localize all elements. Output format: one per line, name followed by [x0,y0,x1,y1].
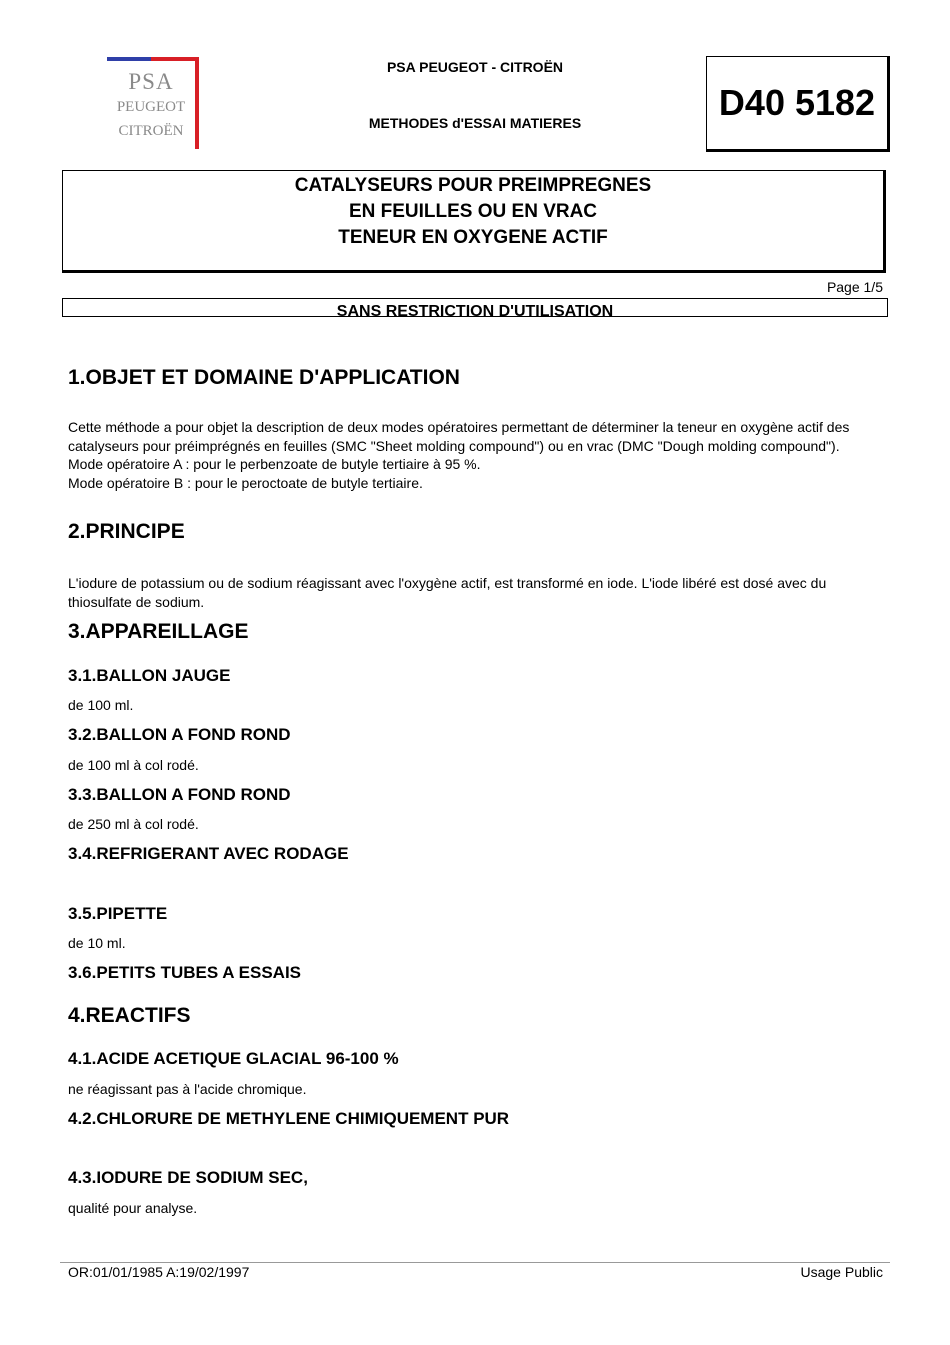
mode-a-text: Mode opératoire A : pour le perbenzoate de butyle tertiaire à 95 %. [68,456,481,472]
psa-logo [107,57,199,149]
logo-peugeot-text: PEUGEOT [116,99,186,115]
title-line-1: CATALYSEURS POUR PREIMPREGNES [294,175,652,196]
logo-red-bar [195,57,199,149]
section-3-heading: 3.APPAREILLAGE [68,620,249,643]
methods-title: METHODES d'ESSAI MATIERES [368,115,582,131]
section-3-1-text: de 100 ml. [68,697,134,713]
section-3-3-heading: 3.3.BALLON A FOND ROND [68,785,291,804]
logo-psa-text: PSA [128,69,174,94]
section-4-1-heading: 4.1.ACIDE ACETIQUE GLACIAL 96-100 % [68,1049,399,1068]
section-1-text: Cette méthode a pour objet la description de deux modes opératoires permettant de déterminer la teneur en oxygène actif des catalyseurs pour préimprégnés en feuilles (SMC "Sheet molding compound") ou en vrac (DMC "Dough molding compound"). [68,419,850,454]
section-3-2-heading: 3.2.BALLON A FOND ROND [68,725,291,744]
restriction-text: SANS RESTRICTION D'UTILISATION [336,303,614,317]
section-4-heading: 4.REACTIFS [68,1004,191,1027]
section-3-4-heading: 3.4.REFRIGERANT AVEC RODAGE [68,844,349,863]
title-line-2: EN FEUILLES OU EN VRAC [348,201,598,222]
company-name: PSA PEUGEOT - CITROËN [386,59,564,75]
section-3-1-heading: 3.1.BALLON JAUGE [68,666,231,685]
restriction-banner [62,298,888,317]
section-3-6-heading: 3.6.PETITS TUBES A ESSAIS [68,963,302,982]
page-number: Page 1/5 [826,279,883,295]
section-4-3-heading: 4.3.IODURE DE SODIUM SEC, [68,1168,308,1187]
document-number [706,56,890,152]
section-1-paragraph [68,418,883,492]
section-4-2-heading: 4.2.CHLORURE DE METHYLENE CHIMIQUEMENT PUR [68,1109,510,1128]
section-3-5-text: de 10 ml. [68,935,126,951]
logo-citroen-text: CITROËN [118,123,184,139]
section-3-2-text: de 100 ml à col rodé. [68,757,199,773]
document-number-text: D40 5182 [718,82,876,123]
footer-usage: Usage Public [800,1264,883,1280]
section-4-3-text: qualité pour analyse. [68,1200,198,1216]
footer-divider [60,1262,890,1263]
footer-dates: OR:01/01/1985 A:19/02/1997 [68,1264,250,1280]
section-3-3-text: de 250 ml à col rodé. [68,816,199,832]
logo-red-bar-top [151,57,195,61]
title-box [62,170,886,273]
section-2-text: L'iodure de potassium ou de sodium réagissant avec l'oxygène actif, est transformé en iode. L'iode libéré est dosé avec du thiosulfate de sodium. [68,575,827,610]
section-3-5-heading: 3.5.PIPETTE [68,904,168,923]
title-line-3: TENEUR EN OXYGENE ACTIF [338,227,608,248]
section-1-heading: 1.OBJET ET DOMAINE D'APPLICATION [68,366,460,389]
section-4-1-text: ne réagissant pas à l'acide chromique. [68,1081,307,1097]
mode-b-text: Mode opératoire B : pour le peroctoate de butyle tertiaire. [68,474,423,491]
section-2-heading: 2.PRINCIPE [68,520,185,543]
